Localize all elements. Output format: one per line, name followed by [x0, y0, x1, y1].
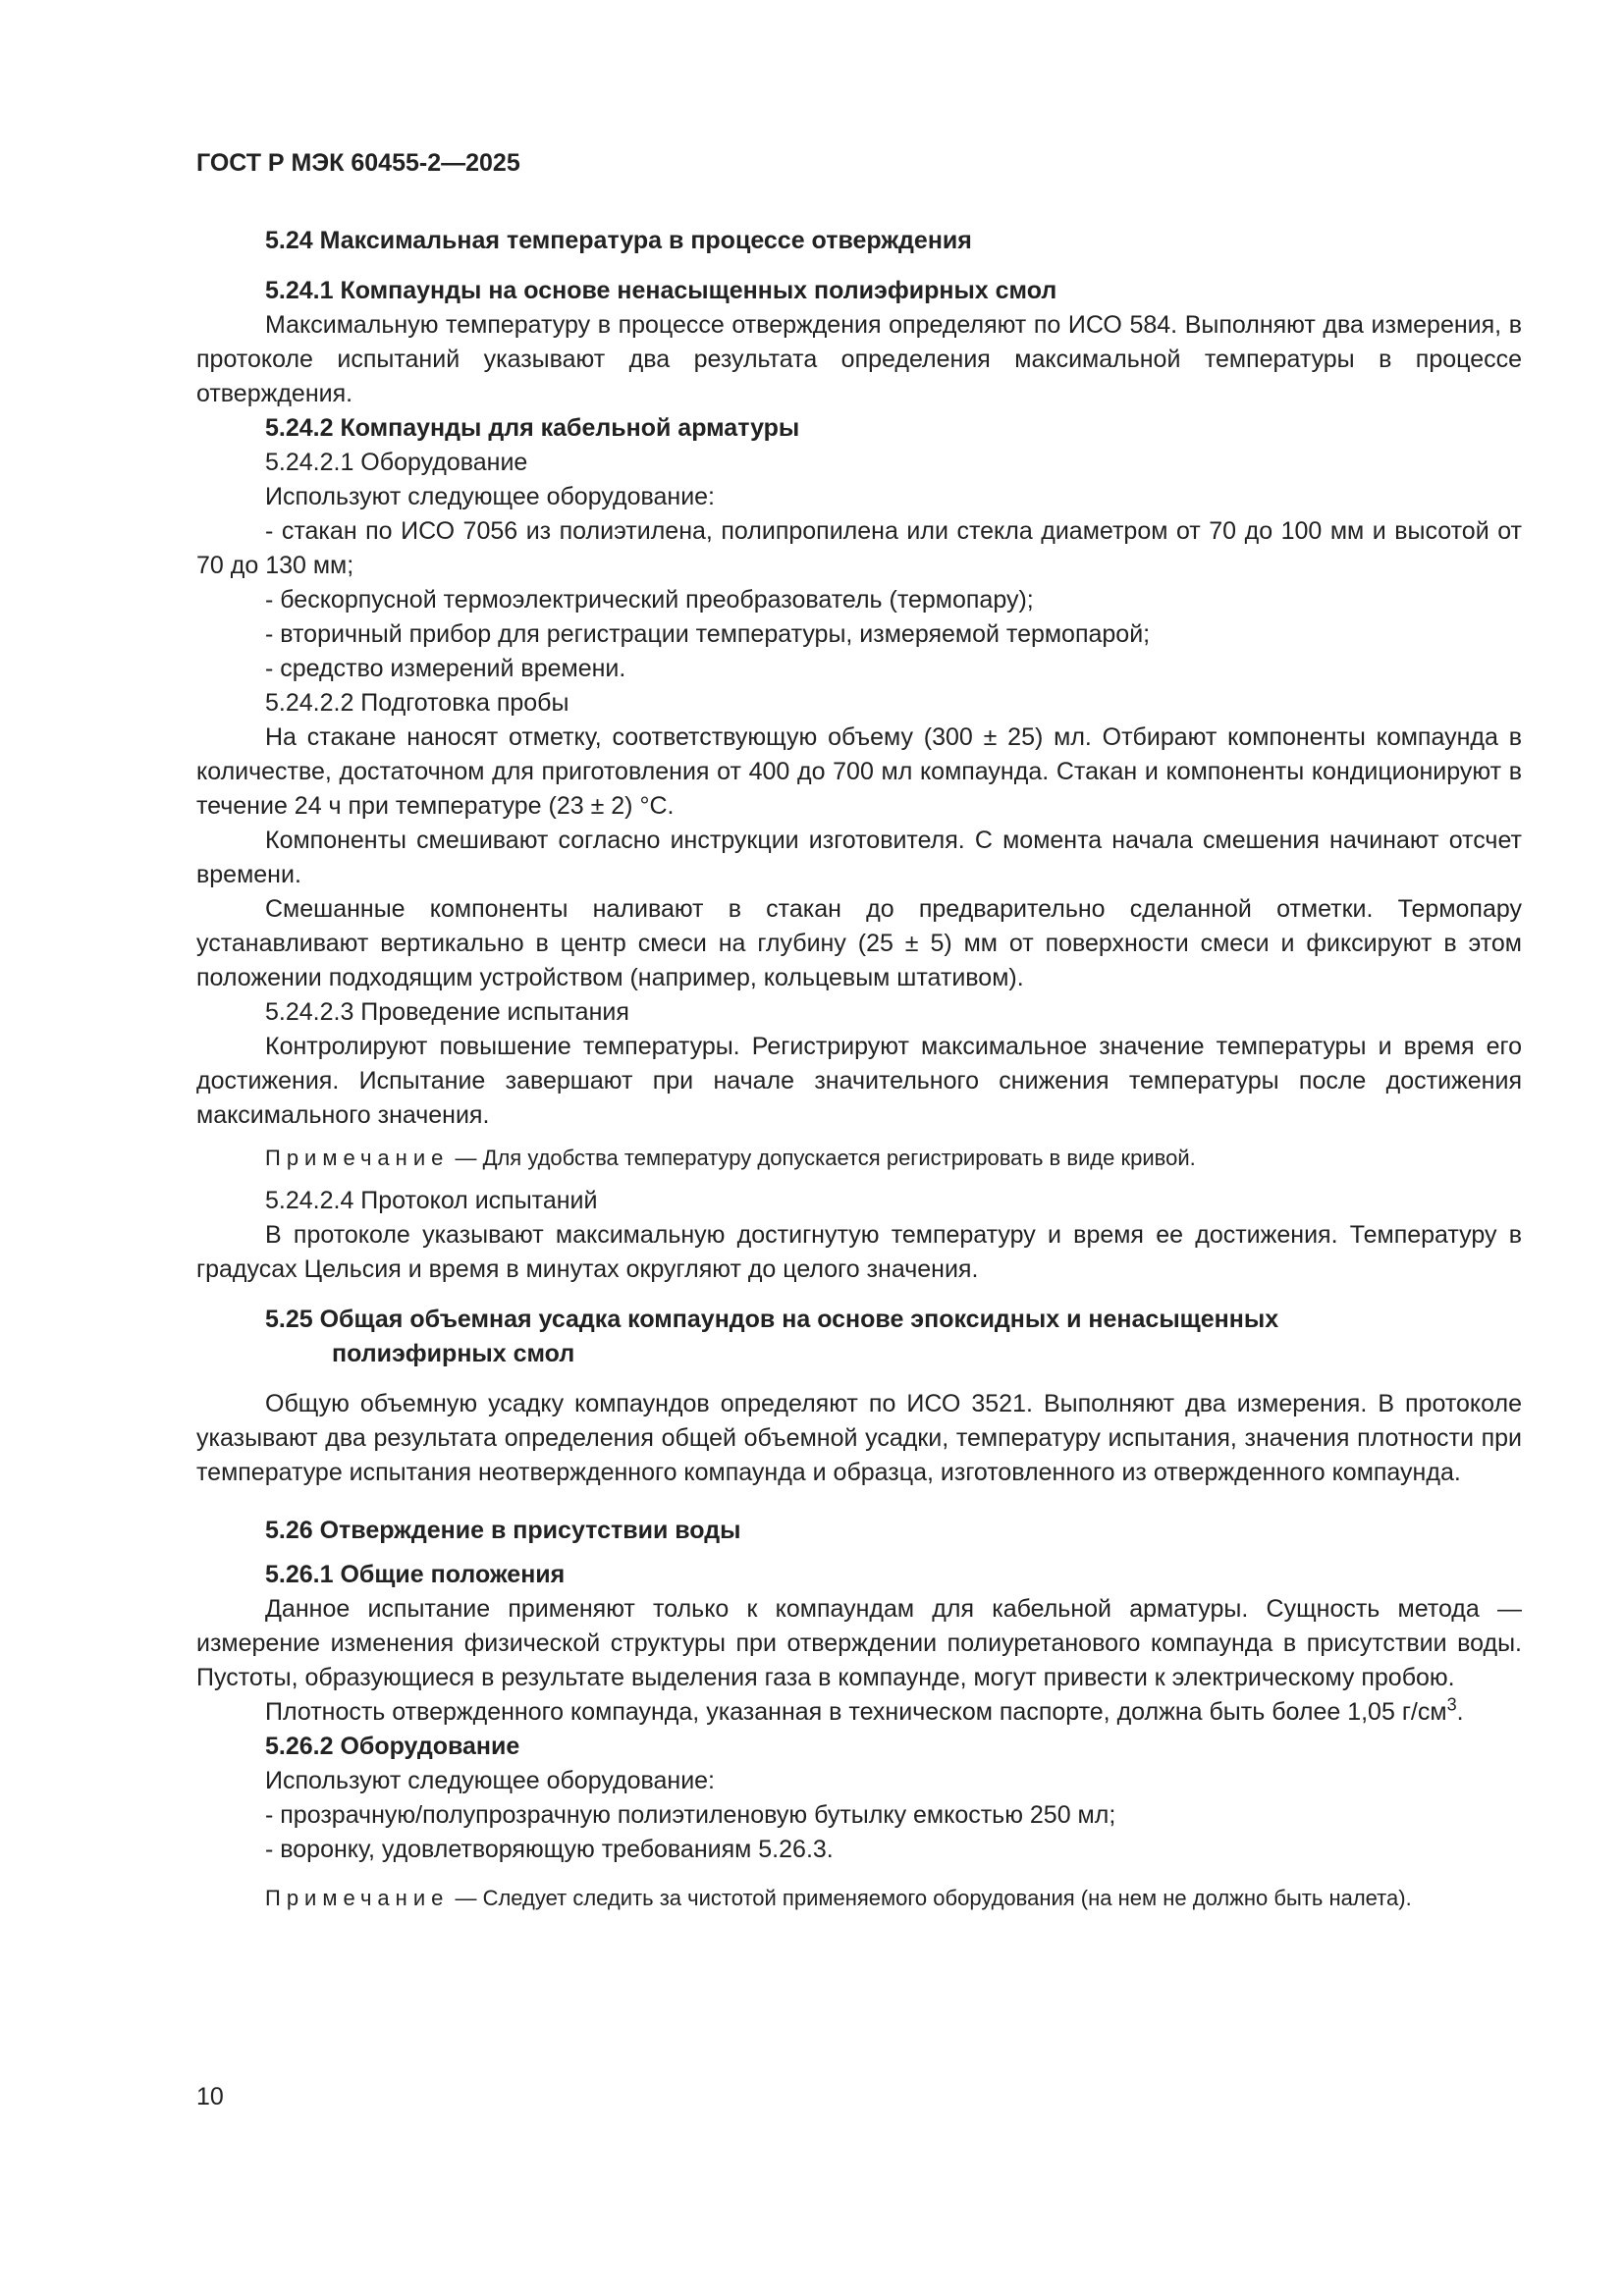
- section-5-24-title: 5.24 Максимальная температура в процессе отверждения: [265, 227, 972, 254]
- section-5-25-title-line1: 5.25 Общая объемная усадка компаундов на основе эпоксидных и ненасыщенных: [265, 1306, 1279, 1333]
- section-5-26-1-title: 5.26.1 Общие положения: [265, 1561, 566, 1588]
- list-item: - бескорпусной термоэлектрический преобразователь (термопару);: [265, 586, 1034, 614]
- section-5-26-title: 5.26 Отверждение в присутствии воды: [265, 1517, 741, 1544]
- note-label: Примечание: [265, 1886, 450, 1910]
- list-item: - стакан по ИСО 7056 из полиэтилена, полипропилена или стекла диаметром от 70 до 100 мм и высотой от 70 до 130 мм;: [196, 517, 1522, 579]
- section-5-24-2-1-title: 5.24.2.1 Оборудование: [265, 449, 528, 476]
- document-body: [196, 224, 1522, 1914]
- section-5-24-2-4-title: 5.24.2.4 Протокол испытаний: [265, 1187, 598, 1214]
- note-text: — Для удобства температуру допускается регистрировать в виде кривой.: [449, 1146, 1196, 1170]
- density-paragraph: Плотность отвержденного компаунда, указанная в техническом паспорте, должна быть более 1,05 $г/см^3$.: [265, 1694, 1464, 1726]
- equipment-intro: Используют следующее оборудование:: [265, 483, 716, 510]
- list-item: - вторичный прибор для регистрации температуры, измеряемой термопарой;: [265, 620, 1151, 648]
- section-5-25-title-line2: полиэфирных смол: [332, 1340, 575, 1367]
- list-item: - средство измерений времени.: [265, 655, 626, 682]
- note: [196, 1143, 1522, 1174]
- section-5-24-1-title: 5.24.1 Компаунды на основе ненасыщенных полиэфирных смол: [265, 277, 1057, 304]
- paragraph: В протоколе указывают максимальную достигнутую температуру и время ее достижения. Температуру в градусах Цельсия и время в минутах округляют до целого значения.: [196, 1221, 1522, 1283]
- equipment-intro: Используют следующее оборудование:: [265, 1767, 716, 1794]
- section-5-24-2-title: 5.24.2 Компаунды для кабельной арматуры: [265, 414, 800, 442]
- paragraph: Общую объемную усадку компаундов определяют по ИСО 3521. Выполняют два измерения. В протоколе указывают два результата определения общей объемной усадки, температуру испытания, значения плотности при температуре испытания неотвержденного компаунда и образца, изготовленного из отвержденного компаунда.: [196, 1390, 1522, 1486]
- note: [196, 1883, 1522, 1914]
- section-5-25-title: [196, 1303, 1522, 1337]
- section-5-26-2-title: 5.26.2 Оборудование: [265, 1733, 520, 1760]
- paragraph: Данное испытание применяют только к компаундам для кабельной арматуры. Сущность метода — измерение изменения физической структуры при отверждении полиуретанового компаунда в присутствии воды. Пустоты, образующиеся в результате выделения газа в компаунде, могут привести к электрическому пробою.: [196, 1595, 1522, 1691]
- list-item: - прозрачную/полупрозрачную полиэтиленовую бутылку емкостью 250 мл;: [265, 1801, 1116, 1829]
- section-5-24-2-2-title: 5.24.2.2 Подготовка пробы: [265, 689, 569, 717]
- paragraph: Контролируют повышение температуры. Регистрируют максимальное значение температуры и время его достижения. Испытание завершают при начале значительного снижения температуры после достижения максимального значения.: [196, 1033, 1522, 1129]
- section-5-24-2-3-title: 5.24.2.3 Проведение испытания: [265, 998, 629, 1026]
- document-code-header: ГОСТ Р МЭК 60455-2—2025: [196, 149, 520, 177]
- paragraph: Смешанные компоненты наливают в стакан до предварительно сделанной отметки. Термопару устанавливают вертикально в центр смеси на глубину (25 ± 5) мм от поверхности смеси и фиксируют в этом положении подходящим устройством (например, кольцевым штативом).: [196, 895, 1522, 991]
- list-item: - воронку, удовлетворяющую требованиям 5.26.3.: [265, 1836, 834, 1863]
- superscript: 3: [1446, 1694, 1457, 1715]
- section-5-24-1-text: Максимальную температуру в процессе отверждения определяют по ИСО 584. Выполняют два измерения, в протоколе испытаний указывают два результата определения максимальной температуры в процессе отверждения.: [196, 311, 1522, 407]
- note-label: Примечание: [265, 1146, 450, 1170]
- paragraph: На стакане наносят отметку, соответствующую объему (300 ± 25) мл. Отбирают компоненты компаунда в количестве, достаточном для приготовления от 400 до 700 мл компаунда. Стакан и компоненты кондиционируют в течение 24 ч при температуре (23 ± 2) °С.: [196, 723, 1522, 820]
- note-text: — Следует следить за чистотой применяемого оборудования (на нем не должно быть налета).: [449, 1886, 1412, 1910]
- page-number: 10: [196, 2083, 224, 2110]
- paragraph: Компоненты смешивают согласно инструкции изготовителя. С момента начала смешения начинают отсчет времени.: [196, 827, 1522, 888]
